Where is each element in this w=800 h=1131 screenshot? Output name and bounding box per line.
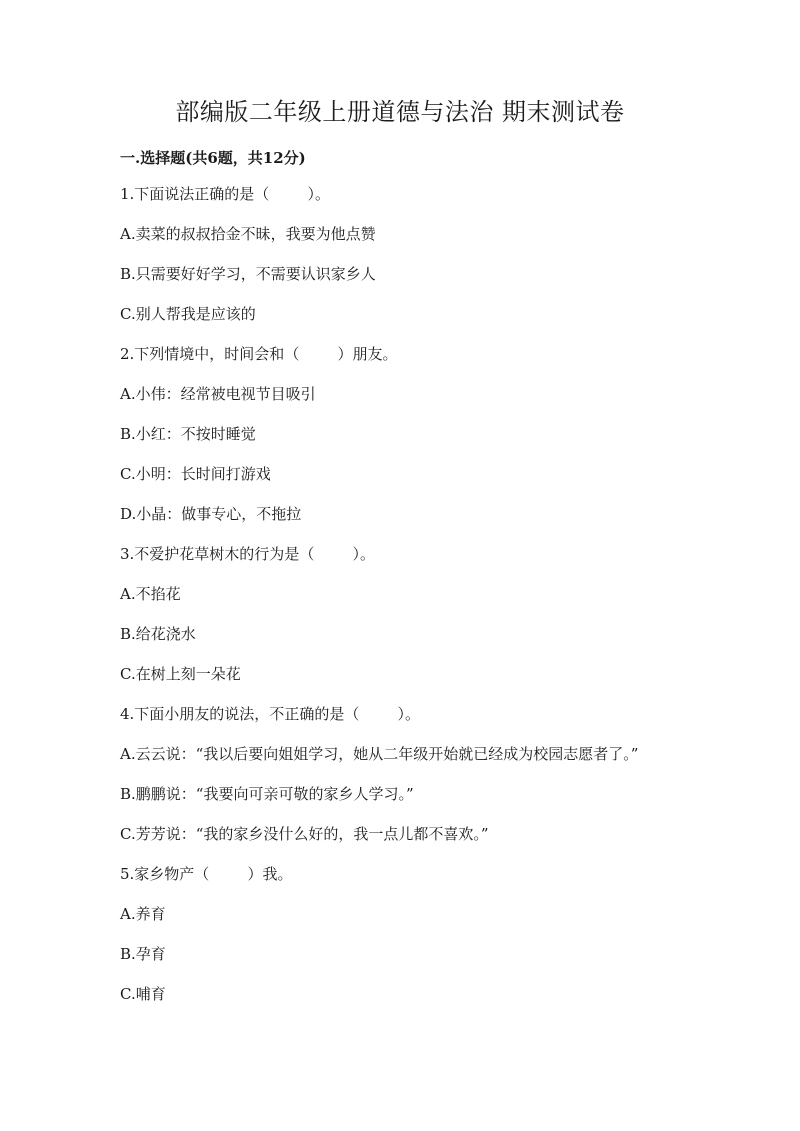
option-item: C.哺育 <box>120 985 166 1003</box>
option-item: A.云云说：“我以后要向姐姐学习，她从二年级开始就已经成为校园志愿者了。” <box>120 745 639 763</box>
option-item: B.给花浇水 <box>120 625 196 643</box>
option-item: B.鹏鹏说：“我要向可亲可敬的家乡人学习。” <box>120 785 414 803</box>
option-item: A.卖菜的叔叔拾金不昧，我要为他点赞 <box>120 225 376 243</box>
option-item: D.小晶：做事专心，不拖拉 <box>120 505 302 523</box>
option-item: A.养育 <box>120 905 166 923</box>
question-stem: 2.下列情境中，时间会和（ ）朋友。 <box>120 345 398 363</box>
option-item: A.小伟：经常被电视节目吸引 <box>120 385 316 403</box>
option-item: A.不掐花 <box>120 585 181 603</box>
question-stem: 4.下面小朋友的说法，不正确的是（ ）。 <box>120 705 420 723</box>
question-stem: 3.不爱护花草树木的行为是（ ）。 <box>120 545 375 563</box>
question-stem: 1.下面说法正确的是（ ）。 <box>120 185 330 203</box>
option-item: B.小红：不按时睡觉 <box>120 425 256 443</box>
section-heading: 一.选择题(共6题，共12分) <box>120 149 306 167</box>
option-item: C.芳芳说：“我的家乡没什么好的，我一点儿都不喜欢。” <box>120 825 489 843</box>
option-item: B.只需要好好学习，不需要认识家乡人 <box>120 265 376 283</box>
option-item: C.别人帮我是应该的 <box>120 305 256 323</box>
option-item: C.小明：长时间打游戏 <box>120 465 271 483</box>
page-title: 部编版二年级上册道德与法治 期末测试卷 <box>175 98 625 126</box>
question-stem: 5.家乡物产（ ）我。 <box>120 865 293 883</box>
option-item: B.孕育 <box>120 945 166 963</box>
question-list <box>120 184 680 1024</box>
option-item: C.在树上刻一朵花 <box>120 665 241 683</box>
